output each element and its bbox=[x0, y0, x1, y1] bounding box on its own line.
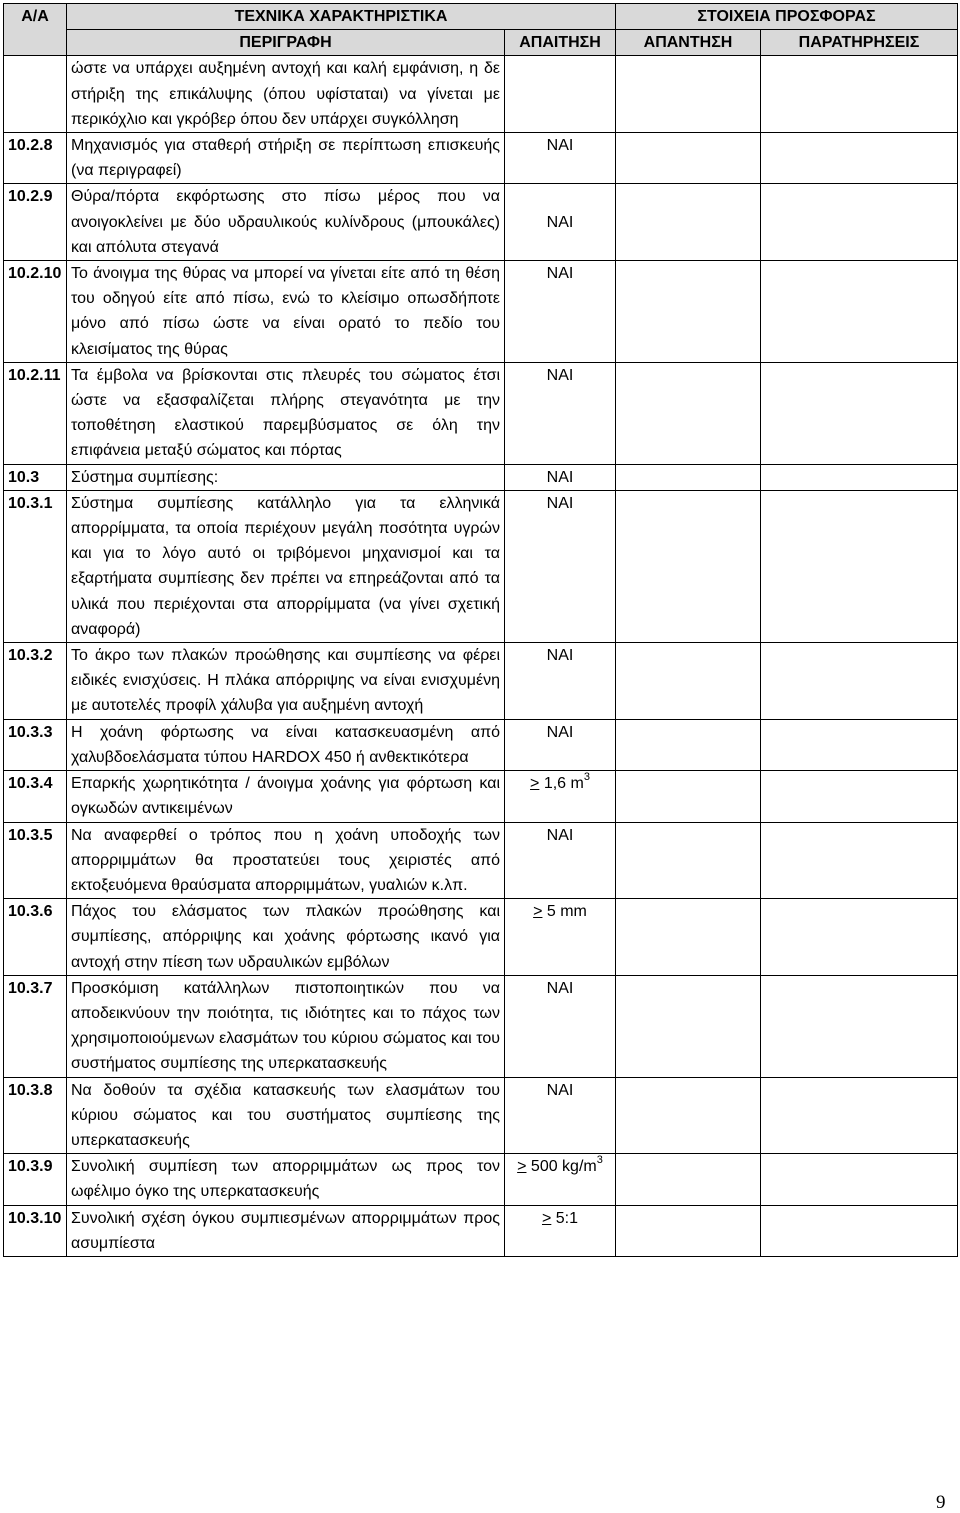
row-requirement: ΝΑΙ bbox=[505, 975, 616, 1077]
row-requirement: ΝΑΙ bbox=[505, 261, 616, 363]
table-row bbox=[4, 490, 958, 642]
row-requirement: ΝΑΙ bbox=[505, 643, 616, 720]
table-row bbox=[4, 133, 958, 184]
table-row bbox=[4, 975, 958, 1077]
row-number: 10.2.10 bbox=[4, 261, 67, 363]
row-number: 10.3.10 bbox=[4, 1205, 67, 1256]
table-row bbox=[4, 464, 958, 490]
row-notes-cell[interactable] bbox=[761, 719, 958, 770]
row-description: Συνολική συμπίεση των απορριμμάτων ως προς τον ωφέλιμο όγκο της υπερκατασκευής bbox=[67, 1154, 505, 1205]
row-description: Πάχος του ελάσματος των πλακών προώθησης και συμπίεσης, απόρριψης και χοάνης φόρτωσης ικανό για αντοχή στην πίεση των υδραυλικών εμβόλων bbox=[67, 899, 505, 976]
greater-equal-sign: > bbox=[530, 775, 540, 793]
row-requirement bbox=[505, 56, 616, 133]
page-number: 9 bbox=[936, 1492, 946, 1513]
row-description: Να δοθούν τα σχέδια κατασκευής των ελασμάτων του κύριου σώματος και του συστήματος συμπίεσης της υπερκατασκευής bbox=[67, 1077, 505, 1154]
row-answer-cell[interactable] bbox=[616, 822, 761, 899]
row-answer-cell[interactable] bbox=[616, 771, 761, 822]
row-notes-cell[interactable] bbox=[761, 133, 958, 184]
header-technical-specs: ΤΕΧΝΙΚΑ ΧΑΡΑΚΤΗΡΙΣΤΙΚΑ bbox=[67, 4, 616, 30]
table-row bbox=[4, 1154, 958, 1205]
row-number: 10.3.7 bbox=[4, 975, 67, 1077]
row-description: Προσκόμιση κατάλληλων πιστοποιητικών που να αποδεικνύουν την ποιότητα, τις ιδιότητες και το πάχος των χρησιμοποιούμενων ελασμάτων του κύριου σώματος και του συστήματος συμπίεσης της υπερκατασκευής bbox=[67, 975, 505, 1077]
row-notes-cell[interactable] bbox=[761, 975, 958, 1077]
row-notes-cell[interactable] bbox=[761, 56, 958, 133]
row-answer-cell[interactable] bbox=[616, 643, 761, 720]
row-notes-cell[interactable] bbox=[761, 464, 958, 490]
row-number: 10.3.4 bbox=[4, 771, 67, 822]
requirement-value: 5:1 bbox=[551, 1209, 579, 1227]
table-row bbox=[4, 899, 958, 976]
row-number: 10.3.2 bbox=[4, 643, 67, 720]
row-number: 10.3.5 bbox=[4, 822, 67, 899]
table-row bbox=[4, 56, 958, 133]
row-notes-cell[interactable] bbox=[761, 1077, 958, 1154]
row-requirement bbox=[505, 1205, 616, 1256]
row-number: 10.3.8 bbox=[4, 1077, 67, 1154]
requirement-value: 5 mm bbox=[542, 903, 587, 921]
row-description: Το άνοιγμα της θύρας να μπορεί να γίνεται είτε από τη θέση του οδηγού είτε από πίσω, ενώ το κλείσιμο οπωσδήποτε μόνο από πίσω ώστε να είναι ορατό το πεδίο του κλεισίματος της θύρας bbox=[67, 261, 505, 363]
table-row bbox=[4, 362, 958, 464]
row-description: ώστε να υπάρχει αυξημένη αντοχή και καλή εμφάνιση, η δε στήριξη της επικάλυψης (όπου υφίσταται) να γίνεται με περικόχλιο και γκρόβερ όπου δεν υπάρχει συγκόλληση bbox=[67, 56, 505, 133]
row-notes-cell[interactable] bbox=[761, 899, 958, 976]
header-row-top bbox=[4, 4, 958, 30]
row-answer-cell[interactable] bbox=[616, 975, 761, 1077]
row-answer-cell[interactable] bbox=[616, 362, 761, 464]
greater-equal-sign: > bbox=[541, 1209, 552, 1227]
row-notes-cell[interactable] bbox=[761, 771, 958, 822]
row-description: Να αναφερθεί ο τρόπος που η χοάνη υποδοχής των απορριμμάτων θα προστατεύει τους χειριστές από εκτοξευόμενα θραύσματα απορριμμάτων, γυαλιών κ.λπ. bbox=[67, 822, 505, 899]
row-description: Σύστημα συμπίεσης κατάλληλο για τα ελληνικά απορρίμματα, τα οποία περιέχουν μεγάλη ποσότητα υγρών και για το λόγο αυτό οι τριβόμενοι μηχανισμοί και τα εξαρτήματα συμπίεσης δεν πρέπει να επηρεάζονται από τα υλικά που περιέχονται στα απορρίμματα (να γίνει σχετική αναφορά) bbox=[67, 490, 505, 642]
row-requirement: ΝΑΙ bbox=[505, 822, 616, 899]
header-notes: ΠΑΡΑΤΗΡΗΣΕΙΣ bbox=[761, 30, 958, 56]
row-description: Θύρα/πόρτα εκφόρτωσης στο πίσω μέρος που να ανοιγοκλείνει με δύο υδραυλικούς κυλίνδρους (μπουκάλες) και απόλυτα στεγανά bbox=[67, 184, 505, 261]
header-offer-data: ΣΤΟΙΧΕΙΑ ΠΡΟΣΦΟΡΑΣ bbox=[616, 4, 958, 30]
row-number: 10.3.3 bbox=[4, 719, 67, 770]
row-number: 10.2.8 bbox=[4, 133, 67, 184]
row-notes-cell[interactable] bbox=[761, 1205, 958, 1256]
row-number: 10.3.9 bbox=[4, 1154, 67, 1205]
row-requirement: ΝΑΙ bbox=[505, 133, 616, 184]
header-description: ΠΕΡΙΓΡΑΦΗ bbox=[67, 30, 505, 56]
row-answer-cell[interactable] bbox=[616, 899, 761, 976]
row-requirement: ΝΑΙ bbox=[505, 719, 616, 770]
table-row bbox=[4, 1205, 958, 1256]
table-row bbox=[4, 643, 958, 720]
row-requirement bbox=[505, 771, 616, 822]
table-row bbox=[4, 1077, 958, 1154]
requirement-value: 500 kg/m bbox=[526, 1158, 597, 1176]
greater-equal-sign: > bbox=[533, 903, 543, 921]
table-row bbox=[4, 771, 958, 822]
row-description: Σύστημα συμπίεσης: bbox=[67, 464, 505, 490]
row-answer-cell[interactable] bbox=[616, 56, 761, 133]
row-requirement: ΝΑΙ bbox=[505, 490, 616, 642]
table-row bbox=[4, 261, 958, 363]
row-requirement: ΝΑΙ bbox=[505, 464, 616, 490]
row-answer-cell[interactable] bbox=[616, 184, 761, 261]
header-row-bottom bbox=[4, 30, 958, 56]
greater-equal-sign: > bbox=[517, 1158, 527, 1176]
row-answer-cell[interactable] bbox=[616, 1205, 761, 1256]
row-answer-cell[interactable] bbox=[616, 1154, 761, 1205]
table-body bbox=[4, 56, 958, 1257]
table-row bbox=[4, 719, 958, 770]
row-requirement: ΝΑΙ bbox=[505, 1077, 616, 1154]
row-answer-cell[interactable] bbox=[616, 1077, 761, 1154]
row-notes-cell[interactable] bbox=[761, 184, 958, 261]
table-row bbox=[4, 184, 958, 261]
row-notes-cell[interactable] bbox=[761, 362, 958, 464]
row-answer-cell[interactable] bbox=[616, 464, 761, 490]
requirement-exponent: 3 bbox=[583, 770, 590, 783]
requirement-value: 1,6 m bbox=[539, 775, 584, 793]
table-row bbox=[4, 822, 958, 899]
row-notes-cell[interactable] bbox=[761, 490, 958, 642]
row-requirement bbox=[505, 1154, 616, 1205]
row-answer-cell[interactable] bbox=[616, 261, 761, 363]
row-notes-cell[interactable] bbox=[761, 643, 958, 720]
header-requirement: ΑΠΑΙΤΗΣΗ bbox=[505, 30, 616, 56]
row-requirement bbox=[505, 899, 616, 976]
requirement-exponent: 3 bbox=[596, 1153, 603, 1166]
row-description: Επαρκής χωρητικότητα / άνοιγμα χοάνης για φόρτωση και ογκωδών αντικειμένων bbox=[67, 771, 505, 822]
row-number: 10.2.9 bbox=[4, 184, 67, 261]
row-description: Το άκρο των πλακών προώθησης και συμπίεσης να φέρει ειδικές ενισχύσεις. Η πλάκα απόρριψης να είναι ενισχυμένη με αυτοτελές προφίλ χάλυβα για αυξημένη αντοχή bbox=[67, 643, 505, 720]
row-number: 10.3 bbox=[4, 464, 67, 490]
header-aa: Α/Α bbox=[4, 4, 67, 56]
row-number: 10.3.1 bbox=[4, 490, 67, 642]
specifications-table bbox=[3, 3, 958, 1257]
row-notes-cell[interactable] bbox=[761, 822, 958, 899]
row-description: Συνολική σχέση όγκου συμπιεσμένων απορριμμάτων προς ασυμπίεστα bbox=[67, 1205, 505, 1256]
row-number bbox=[4, 56, 67, 133]
row-notes-cell[interactable] bbox=[761, 261, 958, 363]
row-answer-cell[interactable] bbox=[616, 490, 761, 642]
row-description: Μηχανισμός για σταθερή στήριξη σε περίπτωση επισκευής (να περιγραφεί) bbox=[67, 133, 505, 184]
row-notes-cell[interactable] bbox=[761, 1154, 958, 1205]
row-number: 10.2.11 bbox=[4, 362, 67, 464]
row-number: 10.3.6 bbox=[4, 899, 67, 976]
row-description: Η χοάνη φόρτωσης να είναι κατασκευασμένη από χαλυβδοελάσματα τύπου HARDOX 450 ή ανθεκτικότερα bbox=[67, 719, 505, 770]
header-answer: ΑΠΑΝΤΗΣΗ bbox=[616, 30, 761, 56]
row-requirement: ΝΑΙ bbox=[505, 184, 616, 261]
row-answer-cell[interactable] bbox=[616, 133, 761, 184]
row-description: Τα έμβολα να βρίσκονται στις πλευρές του σώματος έτσι ώστε να εξασφαλίζεται πλήρης στεγανότητα με την τοποθέτηση ελαστικού παρεμβύσματος σε όλη την επιφάνεια μεταξύ σώματος και πόρτας bbox=[67, 362, 505, 464]
row-requirement: ΝΑΙ bbox=[505, 362, 616, 464]
row-answer-cell[interactable] bbox=[616, 719, 761, 770]
